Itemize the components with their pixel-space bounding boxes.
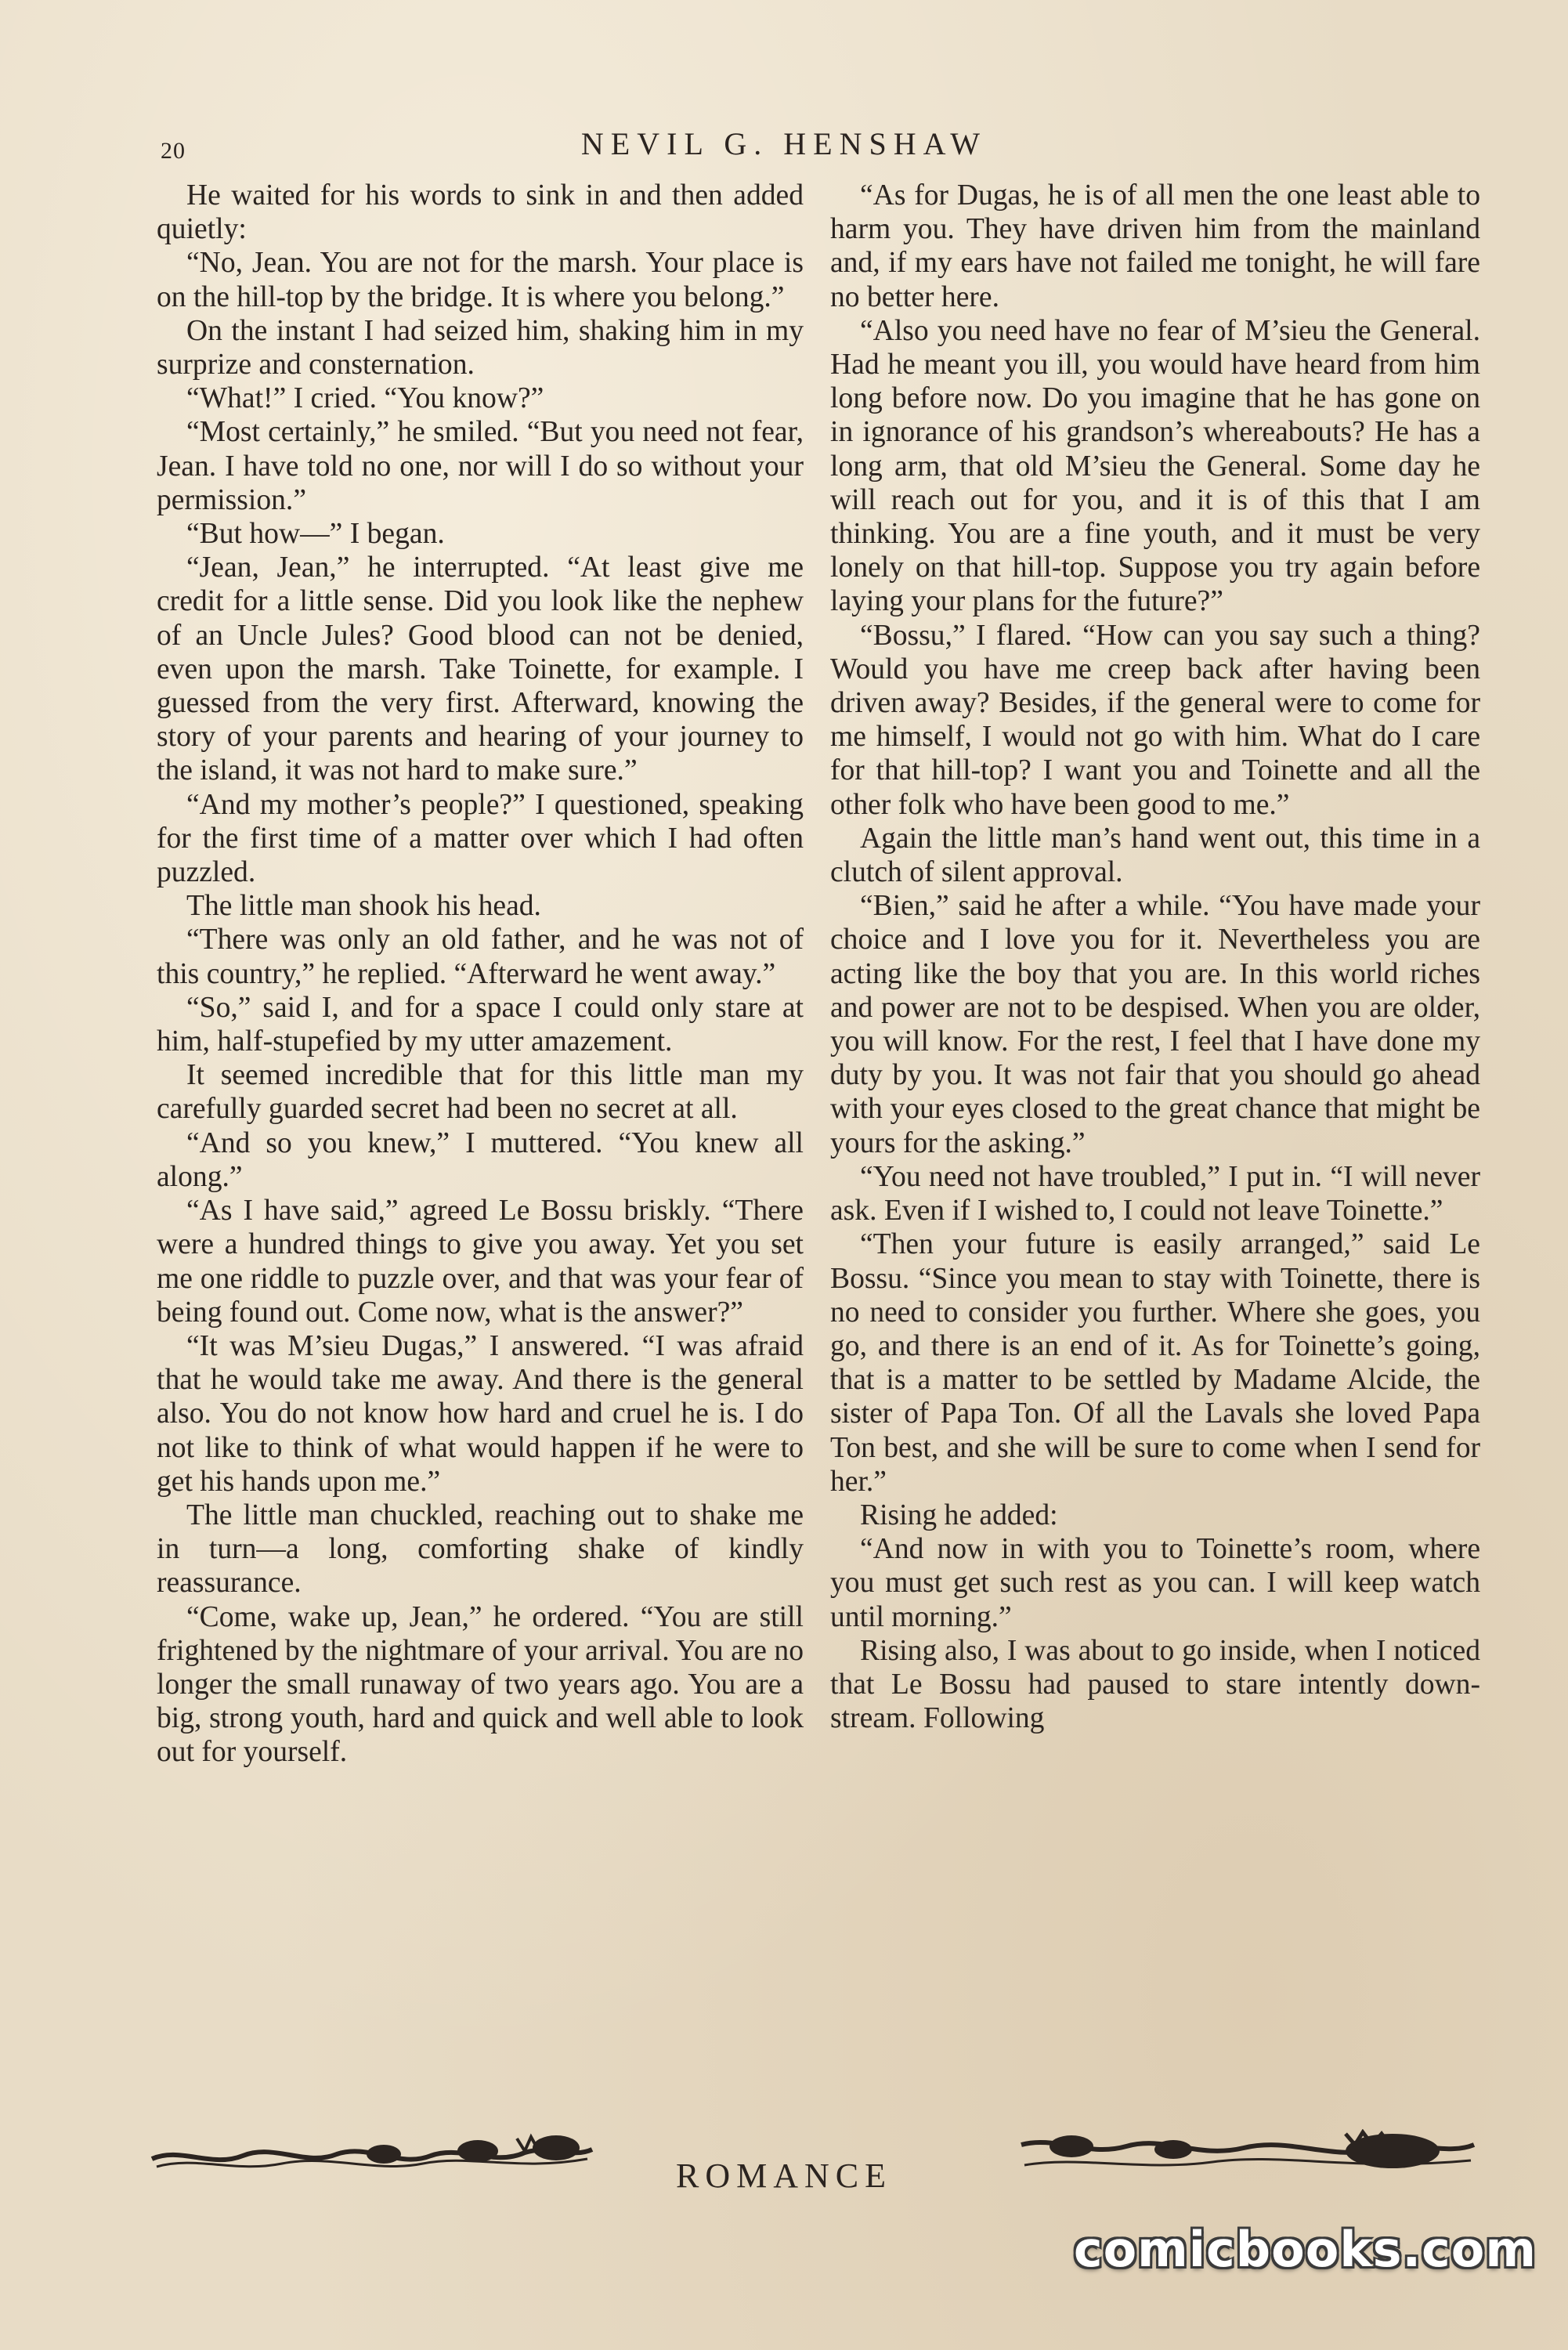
paragraph: “What!” I cried. “You know?”	[186, 382, 544, 415]
running-head: NEVIL G. HENSHAW	[580, 126, 988, 161]
paragraph: “And so you knew,” I muttered. “You knew all along.”	[157, 1126, 804, 1193]
paragraph: “You need not have troubled,” I put in. “I will never ask. Even if I wished to, I could not leave Toinette.”	[830, 1160, 1480, 1227]
left-column	[157, 179, 804, 1770]
paragraph: “So,” said I, and for a space I could only stare at him, half-stupefied by my utter amazement.	[157, 991, 804, 1058]
paragraph: “Bossu,” I flared. “How can you say such a thing? Would you have me creep back after having been driven away? Besides, if the general were to come for me himself, I would not go with him. What do I care for that hill-top? I want you and Toinette and all the other folk who have been good to me.”	[830, 619, 1480, 821]
paragraph: “As for Dugas, he is of all men the one least able to harm you. They have driven him from the mainland and, if my ears have not failed me tonight, he will fare no better here.	[830, 179, 1480, 313]
paragraph: “No, Jean. You are not for the marsh. Your place is on the hill-top by the bridge. It is where you belong.”	[157, 247, 804, 313]
paragraph: “As I have said,” agreed Le Bossu briskly. “There were a hundred things to give you away. Yet you set me one riddle to puzzle over, and that was your fear of being found out. Come now, what is the answer?”	[157, 1195, 804, 1329]
paragraph: “And my mother’s people?” I questioned, speaking for the first time of a matter over which I had often puzzled.	[157, 788, 804, 889]
watermark: comicbooks.com	[1073, 2221, 1537, 2278]
paragraph: “There was only an old father, and he was not of this country,” he replied. “Afterward he went away.”	[157, 924, 804, 990]
paragraph: “Also you need have no fear of M’sieu the General. Had he meant you ill, you would have heard from him long before now. Do you imagine that he has gone on in ignorance of his grandson’s whereabouts? He has a long arm, that old M’sieu the General. Some day he will reach out for you, and it is of this that I am thinking. You are a fine youth, and it must be very lonely on that hill-top. Suppose you try again before laying your plans for the future?”	[830, 314, 1480, 618]
paragraph: “Most certainly,” he smiled. “But you need not fear, Jean. I have told no one, nor will I do so without your permission.”	[157, 416, 804, 516]
paragraph: On the instant I had seized him, shaking him in my surprize and consternation.	[157, 314, 804, 381]
paragraph: “Come, wake up, Jean,” he ordered. “You are still frightened by the nightmare of your arrival. You are no longer the small runaway of two years ago. You are a big, strong youth, hard and quick and well able to look out for yourself.	[157, 1600, 804, 1769]
paragraph: “And now in with you to Toinette’s room, where you must get such rest as you can. I will keep watch until morning.”	[830, 1533, 1480, 1633]
paragraph: Again the little man’s hand went out, this time in a clutch of silent approval.	[830, 822, 1480, 889]
paragraph: Rising also, I was about to go inside, when I noticed that Le Bossu had paused to stare intently down-stream. Following	[830, 1634, 1480, 1735]
paragraph: “Jean, Jean,” he interrupted. “At least give me credit for a little sense. Did you look like the nephew of an Uncle Jules? Good blood can not be denied, even upon the marsh. Take Toinette, for example. I guessed from the very first. Afterward, knowing the story of your parents and hearing of your journey to the island, it was not hard to make sure.”	[157, 551, 804, 787]
right-column	[830, 179, 1480, 1735]
footer-magazine-title: ROMANCE	[675, 2157, 893, 2195]
page-number: 20	[161, 138, 186, 164]
footer-ornament-right	[1017, 2129, 1479, 2175]
paragraph: “But how—” I began.	[186, 518, 445, 551]
paragraph: “Then your future is easily arranged,” said Le Bossu. “Since you mean to stay with Toinette, there is no need to consider you further. Where she goes, you go, and there is an end of it. As for Toinette’s going, that is a matter to be settled by Madame Alcide, the sister of Papa Ton. Of all the Lavals she loved Papa Ton best, and she will be sure to come when I send for her.”	[830, 1228, 1480, 1498]
paragraph: It seemed incredible that for this little man my carefully guarded secret had been no secret at all.	[157, 1059, 804, 1126]
paragraph: The little man shook his head.	[186, 890, 541, 923]
paragraph: He waited for his words to sink in and then added quietly:	[157, 179, 804, 246]
paragraph: The little man chuckled, reaching out to shake me in turn—a long, comforting shake of kindly reassurance.	[157, 1499, 804, 1600]
paragraph: Rising he added:	[860, 1499, 1058, 1531]
paragraph: “It was M’sieu Dugas,” I answered. “I was afraid that he would take me away. And there is the general also. You do not know how hard and cruel he is. I do not like to think of what would happen if he were to get his hands upon me.”	[157, 1329, 804, 1498]
paragraph: “Bien,” said he after a while. “You have made your choice and I love you for it. Nevertheless you are acting like the boy that you are. In this world riches and power are not to be despised. When you are older, you will know. For the rest, I feel that I have done my duty by you. It was not fair that you should go ahead with your eyes closed to the great chance that might be yours for the asking.”	[830, 890, 1480, 1159]
